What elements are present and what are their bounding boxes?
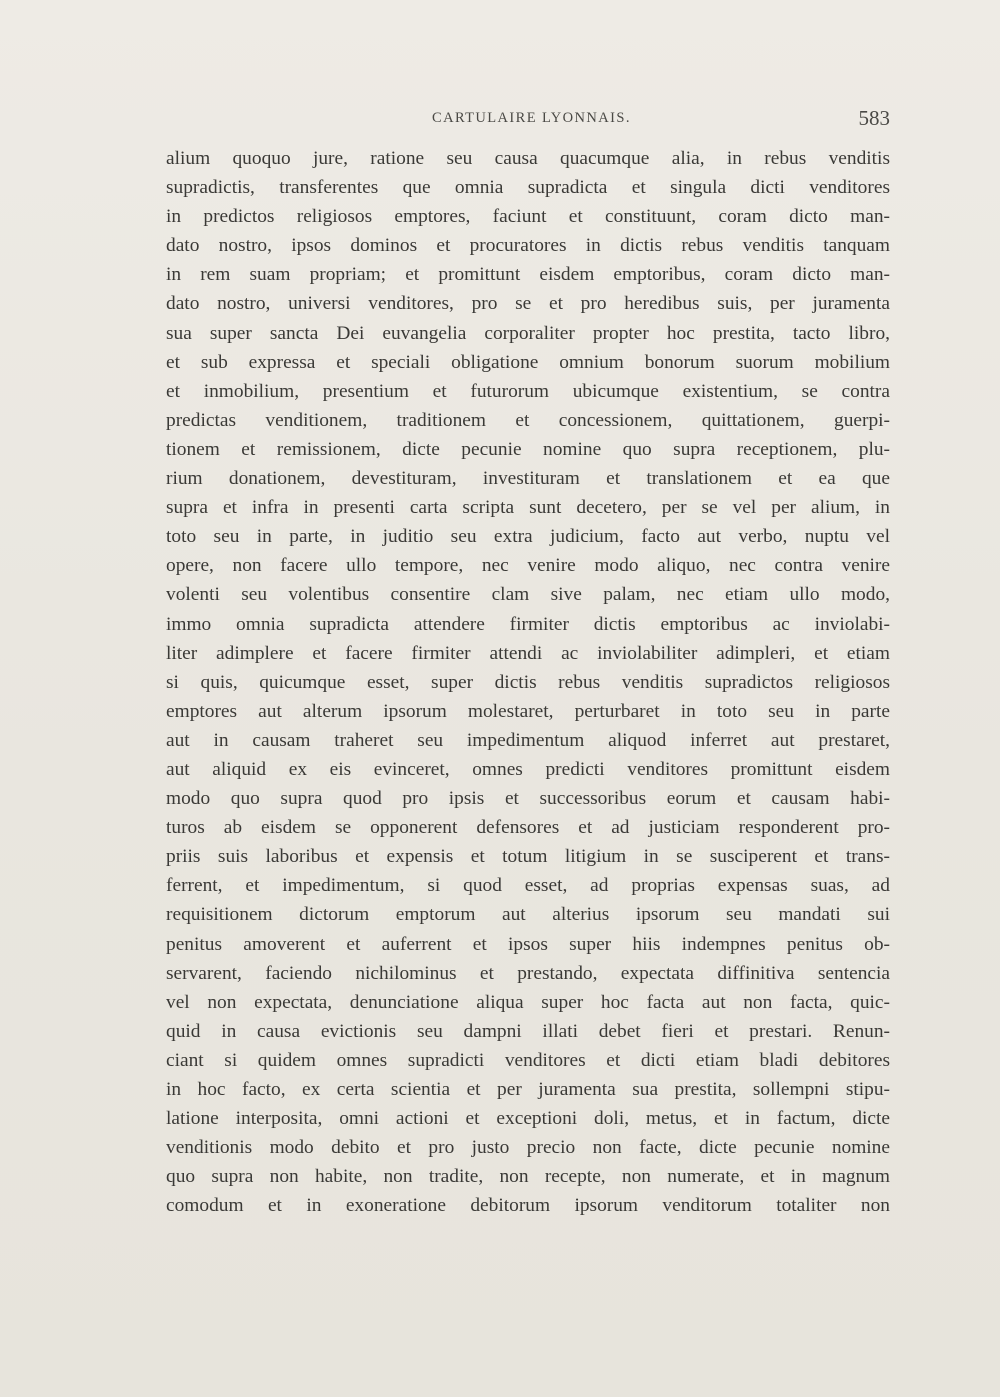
text-line: volenti seu volentibus consentire clam sive palam, nec etiam ullo modo, xyxy=(166,584,890,606)
text-line: et inmobilium, presentium et futurorum ubicumque existentium, se contra xyxy=(166,380,890,402)
text-line: supradictis, transferentes que omnia supradicta et singula dicti venditores xyxy=(166,177,890,199)
running-head xyxy=(166,106,890,134)
text-line: et sub expressa et speciali obligatione omnium bonorum suorum mobilium xyxy=(166,351,890,373)
running-title: CARTULAIRE LYONNAIS. xyxy=(432,110,631,126)
text-line: emptores aut alterum ipsorum molestaret, perturbaret in toto seu in parte xyxy=(166,700,890,722)
text-line: vel non expectata, denunciatione aliqua super hoc facta aut non facta, quic- xyxy=(166,991,890,1013)
text-line: si quis, quicumque esset, super dictis rebus venditis supradictos religiosos xyxy=(166,671,890,693)
text-line: alium quoquo jure, ratione seu causa quacumque alia, in rebus venditis xyxy=(166,148,890,169)
text-line: liter adimplere et facere firmiter attendi ac inviolabiliter adimpleri, et etiam xyxy=(166,642,890,664)
text-line: requisitionem dictorum emptorum aut alterius ipsorum seu mandati sui xyxy=(166,904,890,926)
text-line: modo quo supra quod pro ipsis et successoribus eorum et causam habi- xyxy=(166,788,890,810)
text-line: aut aliquid ex eis evinceret, omnes predicti venditores promittunt eisdem xyxy=(166,758,890,780)
text-line: latione interposita, omni actioni et exceptioni doli, metus, et in factum, dicte xyxy=(166,1108,890,1130)
text-line: ciant si quidem omnes supradicti venditores et dicti etiam bladi debitores xyxy=(166,1049,890,1071)
text-line: aut in causam traheret seu impedimentum aliquod inferret aut prestaret, xyxy=(166,729,890,751)
body-text xyxy=(166,144,890,1220)
text-line: turos ab eisdem se opponerent defensores et ad justiciam responderent pro- xyxy=(166,817,890,839)
text-line: supra et infra in presenti carta scripta sunt decetero, per se vel per alium, in xyxy=(166,497,890,519)
text-line: quid in causa evictionis seu dampni illati debet fieri et prestari. Renun- xyxy=(166,1020,890,1042)
text-line: dato nostro, universi venditores, pro se et pro heredibus suis, per juramenta xyxy=(166,293,890,315)
text-line: rium donationem, devestituram, investituram et translationem et ea que xyxy=(166,468,890,490)
text-line: dato nostro, ipsos dominos et procuratores in dictis rebus venditis tanquam xyxy=(166,235,890,257)
text-line: quo supra non habite, non tradite, non recepte, non numerate, et in magnum xyxy=(166,1166,890,1188)
text-line: penitus amoverent et auferrent et ipsos super hiis indempnes penitus ob- xyxy=(166,933,890,955)
text-line: immo omnia supradicta attendere firmiter dictis emptoribus ac inviolabi- xyxy=(166,613,890,635)
text-line: venditionis modo debito et pro justo precio non facte, dicte pecunie nomine xyxy=(166,1137,890,1159)
text-line: tionem et remissionem, dicte pecunie nomine quo supra receptionem, plu- xyxy=(166,438,890,460)
text-line: servarent, faciendo nichilominus et prestando, expectata diffinitiva sentencia xyxy=(166,962,890,984)
text-line: ferrent, et impedimentum, si quod esset, ad proprias expensas suas, ad xyxy=(166,875,890,897)
page-number: 583 xyxy=(858,106,890,130)
text-line: toto seu in parte, in juditio seu extra judicium, facto aut verbo, nuptu vel xyxy=(166,526,890,548)
text-line: priis suis laboribus et expensis et totum litigium in se susciperent et trans- xyxy=(166,846,890,868)
text-line: predictas venditionem, traditionem et concessionem, quittationem, guerpi- xyxy=(166,409,890,431)
text-line: opere, non facere ullo tempore, nec venire modo aliquo, nec contra venire xyxy=(166,555,890,577)
text-line: comodum et in exoneratione debitorum ipsorum venditorum totaliter non xyxy=(166,1195,890,1217)
text-line: in rem suam propriam; et promittunt eisdem emptoribus, coram dicto man- xyxy=(166,264,890,286)
text-line: in hoc facto, ex certa scientia et per juramenta sua prestita, sollempni stipu- xyxy=(166,1079,890,1100)
text-line: sua super sancta Dei euvangelia corporaliter propter hoc prestita, tacto libro, xyxy=(166,322,890,344)
text-line: in predictos religiosos emptores, faciunt et constituunt, coram dicto man- xyxy=(166,206,890,228)
